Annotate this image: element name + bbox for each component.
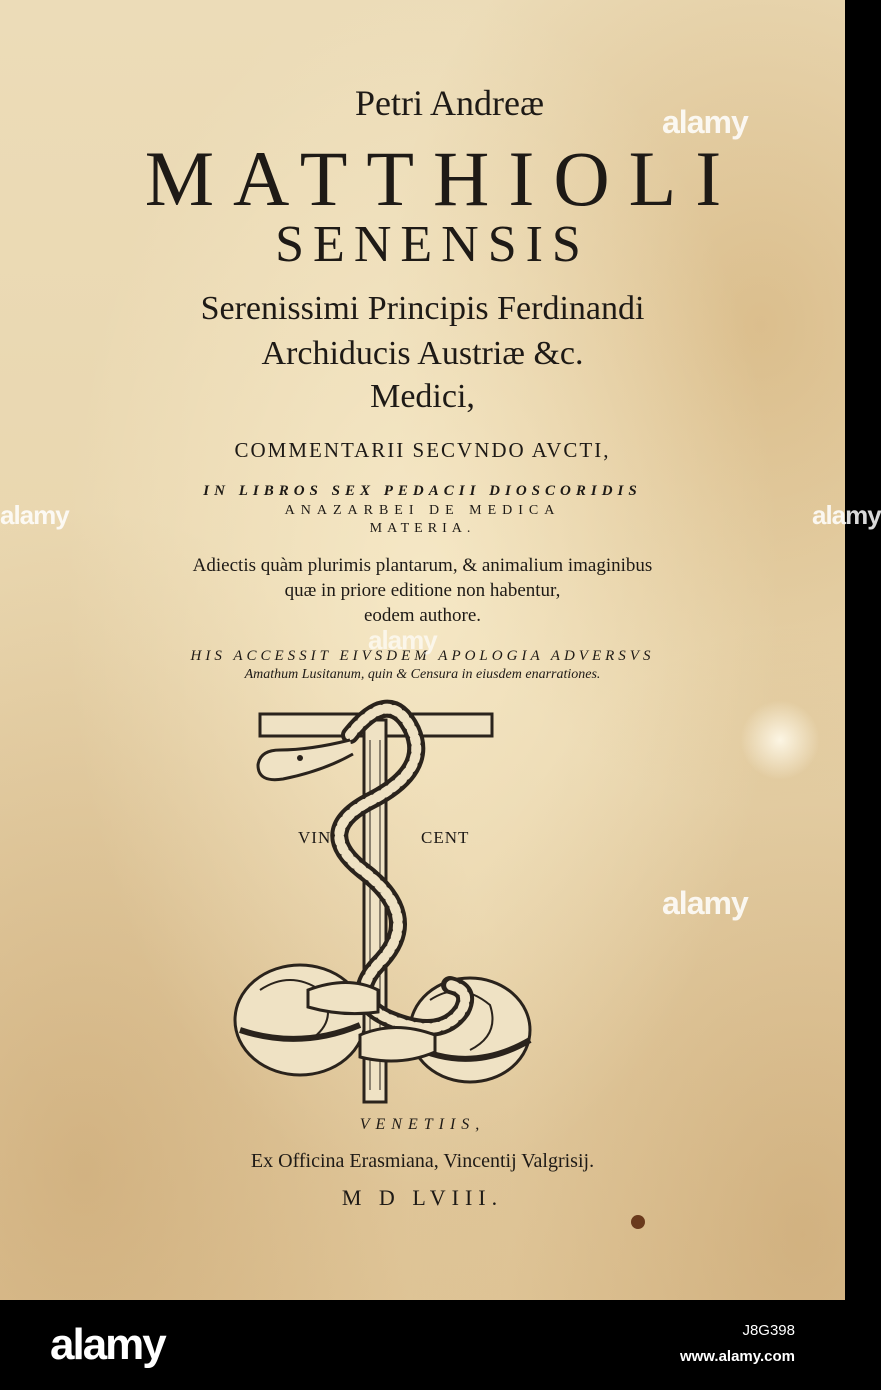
work-title: COMMENTARII SECVNDO AVCTI, — [234, 438, 611, 462]
patron-line: Serenissimi Principis Ferdinandi — [200, 290, 645, 327]
imprint-year: M D LVIII. — [341, 1185, 504, 1210]
imprint-place: VENETIIS, — [359, 1116, 486, 1133]
watermark: alamy — [662, 104, 748, 140]
watermark: alamy — [812, 500, 881, 530]
watermark: alamy — [368, 625, 437, 655]
emblem-motto-right: CENT — [421, 828, 470, 847]
apology-line-2: Amathum Lusitanum, quin & Censura in eiusdem enarrationes. — [244, 667, 601, 682]
ink-dot — [631, 1215, 645, 1229]
patron-title-line: Archiducis Austriæ &c. — [261, 335, 584, 372]
author-origin: SENENSIS — [275, 216, 590, 273]
subject-line-1: IN LIBROS SEX PEDACII DIOSCORIDIS — [203, 483, 642, 499]
additions-line-2: quæ in priore editione non habentur, — [284, 580, 561, 601]
emblem-motto-left: VIN — [298, 828, 332, 847]
image-id: J8G398 — [742, 1322, 795, 1339]
alamy-logo: alamy — [50, 1320, 165, 1369]
author-first-name: Petri Andreæ — [355, 83, 544, 123]
imprint-printer: Ex Officina Erasmiana, Vincentij Valgrisij. — [250, 1150, 595, 1172]
additions-line-1: Adiectis quàm plurimis plantarum, & animalium imaginibus — [192, 555, 653, 576]
subject-line-3: MATERIA. — [369, 521, 476, 536]
watermark: alamy — [662, 885, 748, 921]
additions-line-3: eodem authore. — [363, 605, 482, 626]
role-line: Medici, — [370, 378, 475, 415]
author-surname: MATTHIOLI — [144, 135, 741, 222]
printer-emblem-snake-cross — [230, 690, 540, 1110]
watermark: alamy — [0, 500, 69, 530]
paper-stain — [740, 700, 820, 780]
site-url[interactable]: www.alamy.com — [679, 1348, 795, 1365]
apology-line-1: HIS ACCESSIT EIVSDEM APOLOGIA ADVERSVS — [190, 648, 655, 664]
stock-footer-bar — [0, 1300, 845, 1390]
subject-line-2: ANAZARBEI DE MEDICA — [284, 503, 561, 518]
